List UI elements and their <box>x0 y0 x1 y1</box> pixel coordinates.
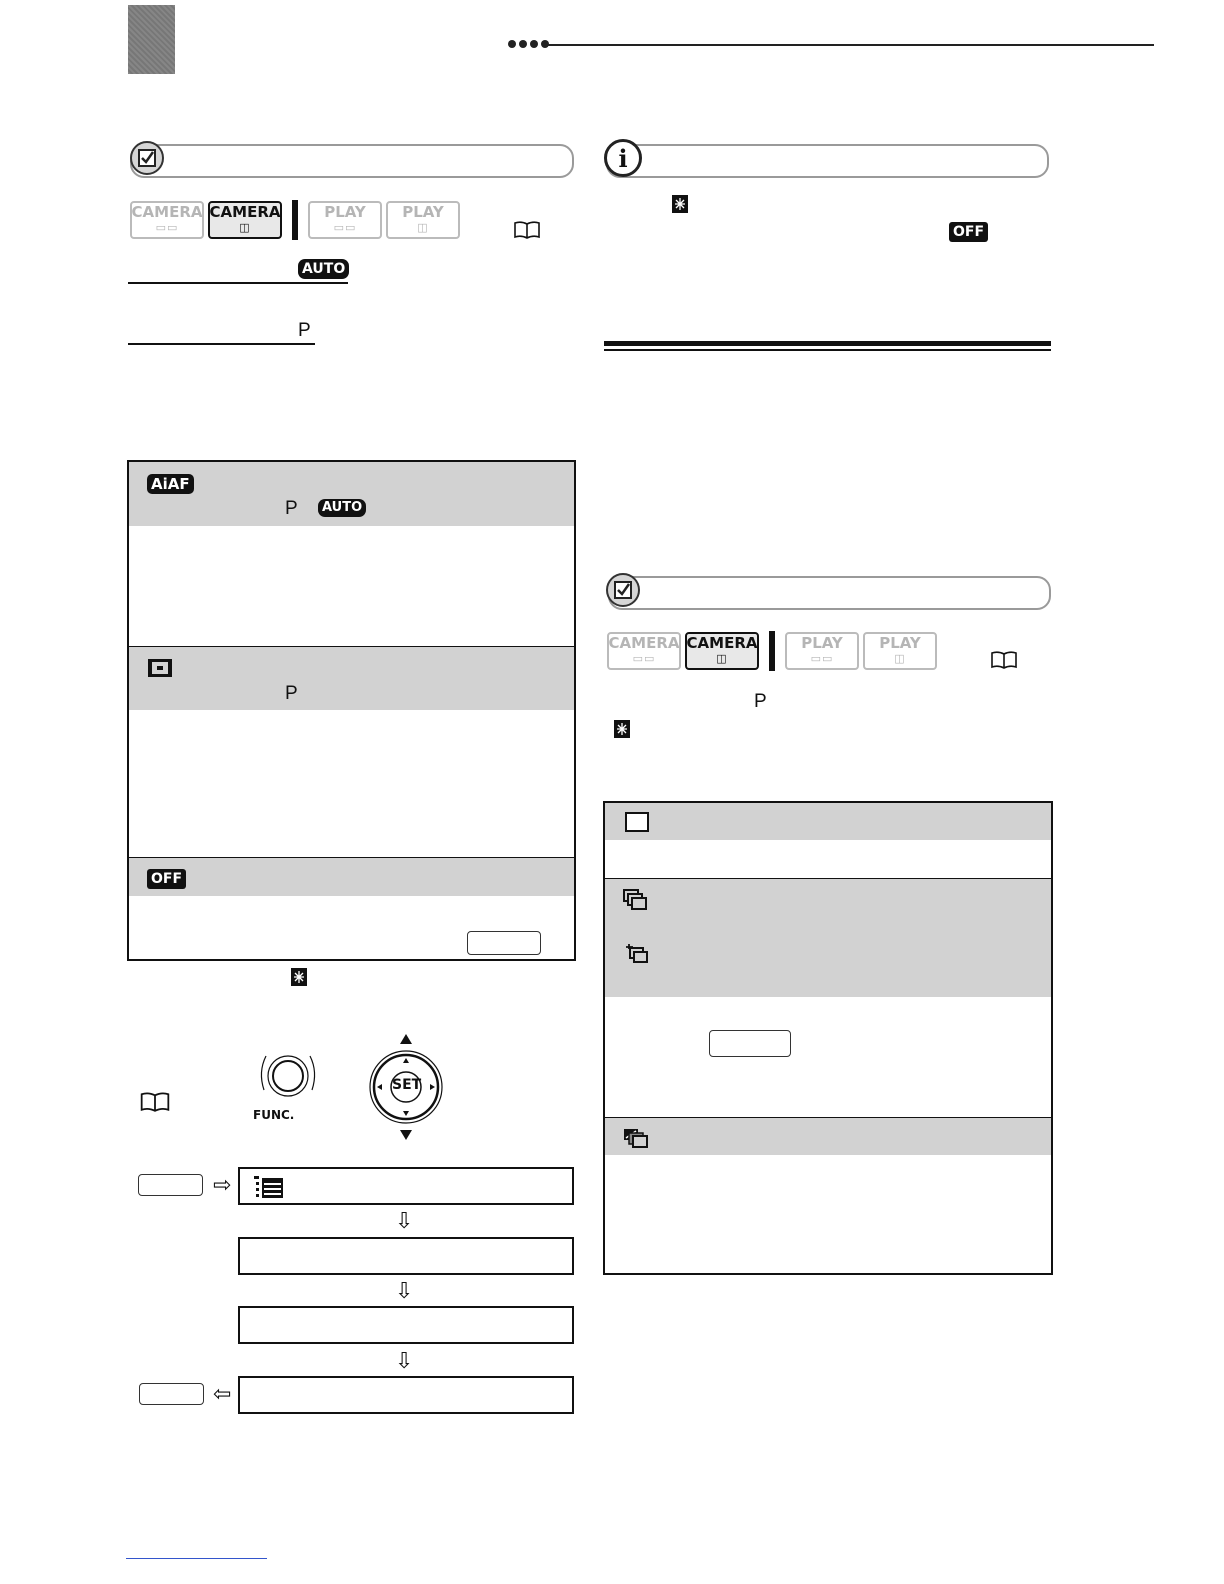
button-placeholder <box>709 1030 791 1057</box>
card-icon: ◫ <box>417 221 429 234</box>
mode-separator <box>292 200 298 240</box>
mode-camera-tape <box>130 201 204 239</box>
flow-step-3 <box>238 1306 574 1344</box>
mode-separator <box>769 631 775 671</box>
arrow-down-icon: ⇩ <box>395 1349 414 1374</box>
chapter-tab <box>128 5 175 74</box>
program-p-icon: P <box>298 320 311 341</box>
dot <box>519 40 527 48</box>
arrow-right-icon: ⇨ <box>213 1173 232 1198</box>
mode-label: PLAY <box>324 203 366 221</box>
single-shot-icon <box>625 812 649 832</box>
mode-play-card <box>386 201 460 239</box>
section-rule-thin <box>604 349 1051 351</box>
underline <box>128 282 348 284</box>
section-bar-right <box>608 576 1051 610</box>
program-p-icon: P <box>754 691 767 712</box>
checkbox-icon <box>130 141 164 175</box>
arrow-left-icon: ⇦ <box>213 1382 232 1407</box>
mode-label: CAMERA <box>209 203 281 221</box>
auto-badge: AUTO <box>318 499 366 517</box>
button-placeholder <box>138 1174 203 1196</box>
focus-mode-table <box>127 460 576 961</box>
auto-badge: AUTO <box>298 259 349 279</box>
mode-play-tape <box>785 632 859 670</box>
card-icon: ◫ <box>239 221 251 234</box>
continuous-shooting-icon <box>623 889 647 911</box>
af-frame-icon <box>291 968 307 986</box>
tape-icon: ▭▭ <box>810 652 834 665</box>
exposure-bracketing-icon <box>623 1128 649 1148</box>
underline <box>128 343 315 345</box>
button-placeholder <box>467 931 541 955</box>
checkbox-icon <box>606 573 640 607</box>
row-header-continuous <box>605 879 1051 997</box>
off-badge: OFF <box>147 869 186 889</box>
center-point-af-icon <box>147 658 173 678</box>
dot <box>530 40 538 48</box>
mode-label: PLAY <box>879 634 921 652</box>
mode-label: CAMERA <box>131 203 203 221</box>
section-rule-thick <box>604 341 1051 346</box>
af-frame-icon <box>614 720 630 738</box>
high-speed-continuous-icon <box>625 943 649 965</box>
tape-icon: ▭▭ <box>333 221 357 234</box>
book-icon <box>140 1092 170 1112</box>
book-icon <box>991 651 1017 669</box>
mode-label: CAMERA <box>608 634 680 652</box>
dot <box>508 40 516 48</box>
drive-mode-table <box>603 801 1053 1275</box>
header-dots <box>508 40 549 48</box>
button-placeholder <box>139 1383 204 1405</box>
tape-icon: ▭▭ <box>155 221 179 234</box>
mode-play-tape <box>308 201 382 239</box>
mode-label: PLAY <box>801 634 843 652</box>
section-bar-left <box>130 144 574 178</box>
mode-label: CAMERA <box>686 634 758 652</box>
arrow-down-icon: ⇩ <box>395 1209 414 1234</box>
mode-play-card <box>863 632 937 670</box>
info-icon: i <box>604 139 642 177</box>
page-link-underline <box>126 1558 267 1559</box>
mode-buttons-right <box>607 631 937 671</box>
af-frame-icon <box>672 195 688 213</box>
program-p-icon: P <box>285 498 298 519</box>
mode-camera-tape <box>607 632 681 670</box>
row-header-off <box>129 858 574 896</box>
card-icon: ◫ <box>716 652 728 665</box>
arrow-down-icon: ⇩ <box>395 1279 414 1304</box>
flow-step-4 <box>238 1376 574 1414</box>
section-bar-info <box>606 144 1049 178</box>
mode-label: PLAY <box>402 203 444 221</box>
header-rule <box>548 44 1154 46</box>
off-badge: OFF <box>949 222 988 242</box>
book-icon <box>514 221 540 239</box>
mode-camera-card <box>208 201 282 239</box>
flow-step-1 <box>238 1167 574 1205</box>
row-header-center <box>129 647 574 710</box>
card-icon: ◫ <box>894 652 906 665</box>
row-header-aeb <box>605 1118 1051 1155</box>
set-label: SET <box>392 1077 422 1093</box>
mode-buttons-left <box>130 200 460 240</box>
aiaf-badge: AiAF <box>147 474 194 494</box>
menu-icon <box>254 1175 284 1199</box>
mode-camera-card <box>685 632 759 670</box>
func-label: FUNC. <box>253 1108 295 1122</box>
program-p-icon: P <box>285 683 298 704</box>
flow-step-2 <box>238 1237 574 1275</box>
row-header-single <box>605 803 1051 840</box>
tape-icon: ▭▭ <box>632 652 656 665</box>
